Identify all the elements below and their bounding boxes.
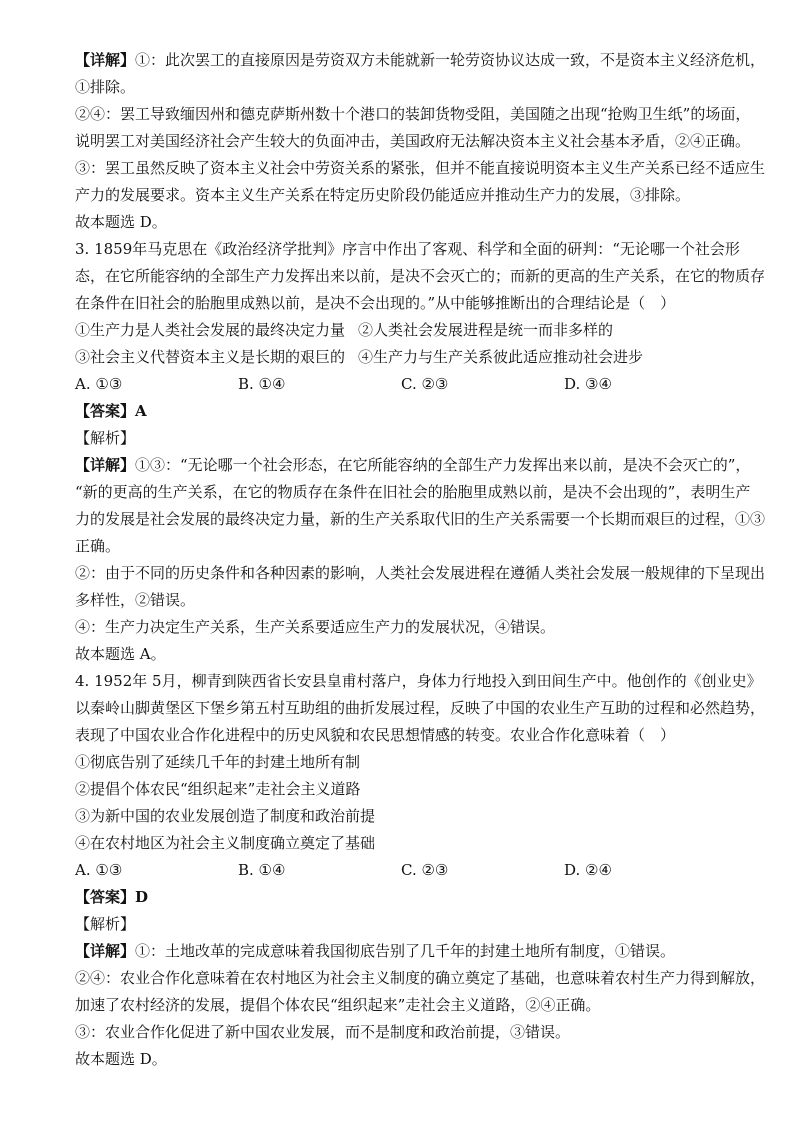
q3-detail-line: 【详解】①③：“无论哪一个社会形态，在它所能容纳的全部生产力发挥出来以前，是决不会灭亡的”， [75,456,751,474]
q4-detail-line: 【详解】①：土地改革的完成意味着我国彻底告别了几千年的封建土地所有制度，①错误。 [75,942,676,960]
q3-answer: 【答案】A [75,402,147,420]
q4-conclusion: 故本题选 D。 [75,1050,167,1068]
q4-detail-line: ②④：农业合作化意味着在农村地区为社会主义制度的确立奠定了基础，也意味着农村生产力得到解放， [75,969,766,987]
q3-option-b: B. ①④ [238,375,286,393]
q3-detail-line: 正确。 [75,537,121,555]
q3-detail-line: ④：生产力决定生产关系，生产关系要适应生产力的发展状况，④错误。 [75,618,556,636]
q3-choice-2: ②人类社会发展进程是统一而非多样的 [358,321,614,339]
q4-stem: 4. 1952年 5月，柳青到陕西省长安县皇甫村落户，身体力行地投入到田间生产中。他创作的《创业史》 [75,672,762,690]
q3-option-c: C. ②③ [401,375,449,393]
q3-stem: 态，在它所能容纳的全部生产力发挥出来以前，是决不会灭亡的；而新的更高的生产关系，在它的物质存 [75,267,766,285]
detail-label: 【详解】 [75,942,136,960]
q2-detail-line: ③：罢工虽然反映了资本主义社会中劳资关系的紧张，但并不能直接说明资本主义生产关系已经不适应生 [75,159,766,177]
q4-stem: 以秦岭山脚黄堡区下堡乡第五村互助组的曲折发展过程，反映了中国的农业生产互助的过程和必然趋势， [75,699,766,717]
q3-detail-line: ②：由于不同的历史条件和各种因素的影响，人类社会发展进程在遵循人类社会发展一般规律的下呈现出 [75,564,766,582]
q4-detail-line: 加速了农村经济的发展，提倡个体农民“组织起来”走社会主义道路，②④正确。 [75,996,601,1014]
q3-choices-row [75,344,735,371]
q4-detail-line: ③：农业合作化促进了新中国农业发展，而不是制度和政治前提，③错误。 [75,1023,571,1041]
detail-label: 【详解】 [75,51,136,69]
q3-choice-1: ①生产力是人类社会发展的最终决定力量 [75,321,346,339]
q4-option-d: D. ②④ [564,861,612,879]
q3-choices-row [75,317,735,344]
q3-options [75,371,735,398]
q4-option-b: B. ①④ [238,861,286,879]
q4-option-c: C. ②③ [401,861,449,879]
q3-detail-line: “新的更高的生产关系，在它的物质存在条件在旧社会的胎胞里成熟以前，是决不会出现的”，表明生产 [75,483,751,501]
detail-label: 【详解】 [75,456,136,474]
q2-conclusion: 故本题选 D。 [75,213,167,231]
q2-detail-line: 【详解】①：此次罢工的直接原因是劳资双方未能就新一轮劳资协议达成一致，不是资本主义经济危机， [75,51,766,69]
q2-detail-line: ①排除。 [75,78,136,96]
q4-choice-2: ②提倡个体农民“组织起来”走社会主义道路 [75,780,361,798]
q2-detail-line: 说明罢工对美国经济社会产生较大的负面冲击，美国政府无法解决资本主义社会基本矛盾，②④正确。 [75,132,751,150]
q3-detail-line: 多样性，②错误。 [75,591,196,609]
q3-option-d: D. ③④ [564,375,612,393]
q4-choice-4: ④在农村地区为社会主义制度确立奠定了基础 [75,834,376,852]
q3-choice-4: ④生产力与生产关系彼此适应推动社会进步 [358,348,644,366]
q3-detail-line: 力的发展是社会发展的最终决定力量，新的生产关系取代旧的生产关系需要一个长期而艰巨的过程，①③ [75,510,766,528]
q3-conclusion: 故本题选 A。 [75,645,166,663]
q4-analysis-label: 【解析】 [75,915,136,933]
document-page [75,47,766,1073]
q2-detail-line: ②④：罢工导致缅因州和德克萨斯州数十个港口的装卸货物受阻，美国随之出现“抢购卫生纸”的场面， [75,105,751,123]
q4-option-a: A. ①③ [75,861,123,879]
q3-stem: 在条件在旧社会的胎胞里成熟以前，是决不会出现的。”从中能够推断出的合理结论是（ ） [75,294,676,312]
q3-analysis-label: 【解析】 [75,429,136,447]
q3-choice-3: ③社会主义代替资本主义是长期的艰巨的 [75,348,346,366]
q4-choice-3: ③为新中国的农业发展创造了制度和政治前提 [75,807,376,825]
q3-option-a: A. ①③ [75,375,123,393]
q4-answer: 【答案】D [75,888,149,906]
q4-stem: 表现了中国农业合作化进程中的历史风貌和农民思想情感的转变。农业合作化意味着（ ） [75,726,676,744]
q2-detail-line: 产力的发展要求。资本主义生产关系在特定历史阶段仍能适应并推动生产力的发展，③排除。 [75,186,691,204]
q3-stem: 3. 1859年马克思在《政治经济学批判》序言中作出了客观、科学和全面的研判：“无论哪一个社会形 [75,240,740,258]
q4-choice-1: ①彻底告别了延续几千年的封建土地所有制 [75,753,361,771]
q4-options [75,857,735,884]
